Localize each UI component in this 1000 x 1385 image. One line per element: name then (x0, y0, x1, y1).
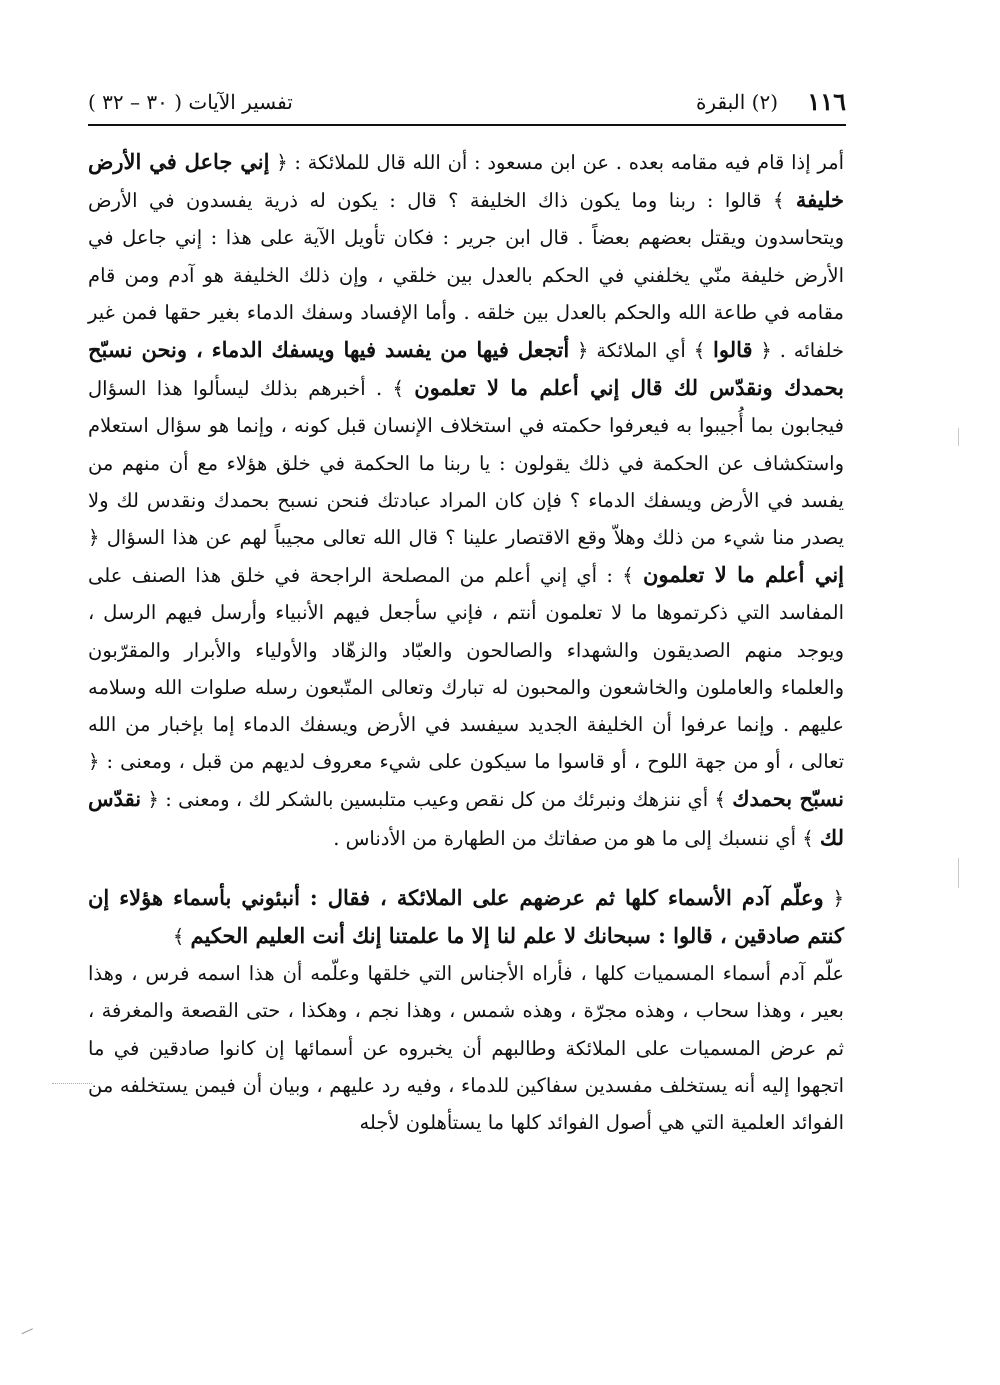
scan-mark (958, 858, 959, 888)
page-header (88, 84, 846, 120)
page-number: ١١٦ (807, 87, 846, 116)
quran-quote: نسبّح بحمدك (732, 786, 845, 812)
scan-mark (958, 428, 959, 446)
text-segment: ﴾ . أخبرهم بذلك ليسألوا هذا السؤال فيجابون بما أُجيبوا به فيعرفوا حكمته في استخلاف الإنسان قبل كونه ، وإنما هو سؤال استعلام واستكشاف عن الحكمة في ذلك يقولون : يا ربنا ما الحكمة في خلق هؤلاء مع أن منهم من يفسد في الأرض ويسفك الدماء ؟ فإن كان المراد عبادتك فنحن نسبح بحمدك ونقدس لك ولا يصدر منا شيء من ذلك وهلاّ وقع الاقتصار علينا ؟ قال الله تعالى مجيباً لهم عن هذا السؤال ﴿ (88, 377, 844, 550)
quran-quote: قالوا (713, 337, 753, 363)
header-divider (88, 124, 846, 126)
verse-paragraph (88, 879, 844, 955)
quran-quote: نقدّس لك (88, 786, 844, 850)
scan-mark (19, 1323, 33, 1334)
text-segment: ﴿ (823, 886, 845, 910)
commentary-paragraph (88, 955, 844, 1141)
surah-name: (٢) البقرة (695, 90, 778, 114)
text-segment: ﴾ قالوا : ربنا وما يكون ذاك الخليفة ؟ قال : يكون له ذرية يفسدون في الأرض ويتحاسدون ويقتل بعضهم بعضاً . قال ابن جرير : فكان تأويل الآية على هذا : إني جاعل في الأرض خليفة منّي يخلفني في الحكم بالعدل بين خلقي ، وإن ذلك الخليفة هو آدم ومن قام مقامه في طاعة الله والحكم بالعدل بين خلقه . وأما الإفساد وسفك الدماء بغير حقها فمن غير خلفائه . ﴿ (88, 189, 845, 363)
text-segment: ﴾ أي الملائكة ﴿ (569, 339, 714, 363)
text-segment: ﴾ أي ننسبك إلى ما هو من صفاتك من الطهارة من الأدناس . (333, 826, 820, 850)
scan-mark (52, 1083, 92, 1084)
section-title: تفسير الآيات ( ٣٠ – ٣٢ ) (88, 90, 293, 114)
quran-quote: إني جاعل في الأرض خليفة (88, 149, 844, 213)
quran-quote: إني أعلم ما لا تعلمون (642, 562, 844, 588)
text-segment: أمر إذا قام فيه مقامه بعده . عن ابن مسعود : أن الله قال للملائكة : ﴿ (269, 151, 845, 174)
text-segment: ﴾ (172, 925, 191, 949)
commentary-paragraph (88, 143, 844, 857)
page-body (88, 143, 844, 1141)
paragraph-spacer (88, 857, 844, 879)
text-segment: ﴾ أي ننزهك ونبرئك من كل نقص وعيب متلبسين بالشكر لك ، ومعنى : ﴿ (141, 788, 733, 812)
quran-verse: وعلّم آدم الأسماء كلها ثم عرضهم على الملائكة ، فقال : أنبئوني بأسماء هؤلاء إن كنتم صادقين ، قالوا : سبحانك لا علم لنا إلا ما علمتنا إنك أنت العليم الحكيم (88, 884, 844, 949)
text-segment: علّم آدم أسماء المسميات كلها ، فأراه الأجناس التي خلقها وعلّمه أن هذا اسمه فرس ، وهذا بعير ، وهذا سحاب ، وهذه مجرّة ، وهذه شمس ، وهذا نجم ، وهكذا ، حتى القصعة والمغرفة ، ثم عرض المسميات على الملائكة وطالبهم أن يخبروه عن أسمائها إن كانوا صادقين في ما اتجهوا إليه أنه يستخلف مفسدين سفاكين للدماء ، وفيه رد عليهم ، وبيان أن فيمن يستخلفه من الفوائد العلمية التي هي أصول الفوائد كلها ما يستأهلون لأجله (88, 962, 844, 1135)
text-segment: ﴾ : أي إني أعلم من المصلحة الراجحة في خلق هذا الصنف على المفاسد التي ذكرتموها ما لا تعلمون أنتم ، فإني سأجعل فيهم الأنبياء وأرسل فيهم الرسل ، ويوجد منهم الصديقون والشهداء والصالحون والعبّاد والزهّاد والأولياء والأبرار والمقرّبون والعلماء والعاملون والخاشعون والمحبون له تبارك وتعالى المتّبعون رسله صلوات الله وسلامه عليهم . وإنما عرفوا أن الخليفة الجديد سيفسد في الأرض ويسفك الدماء إما بإخبار من الله تعالى ، أو من جهة اللوح ، أو قاسوا ما سيكون على شيء معروف لديهم من قبل ، ومعنى : ﴿ (88, 564, 844, 774)
quran-quote: أتجعل فيها من يفسد فيها ويسفك الدماء ، ونحن نسبّح بحمدك ونقدّس لك قال إني أعلم ما لا تعلمون (88, 337, 845, 401)
